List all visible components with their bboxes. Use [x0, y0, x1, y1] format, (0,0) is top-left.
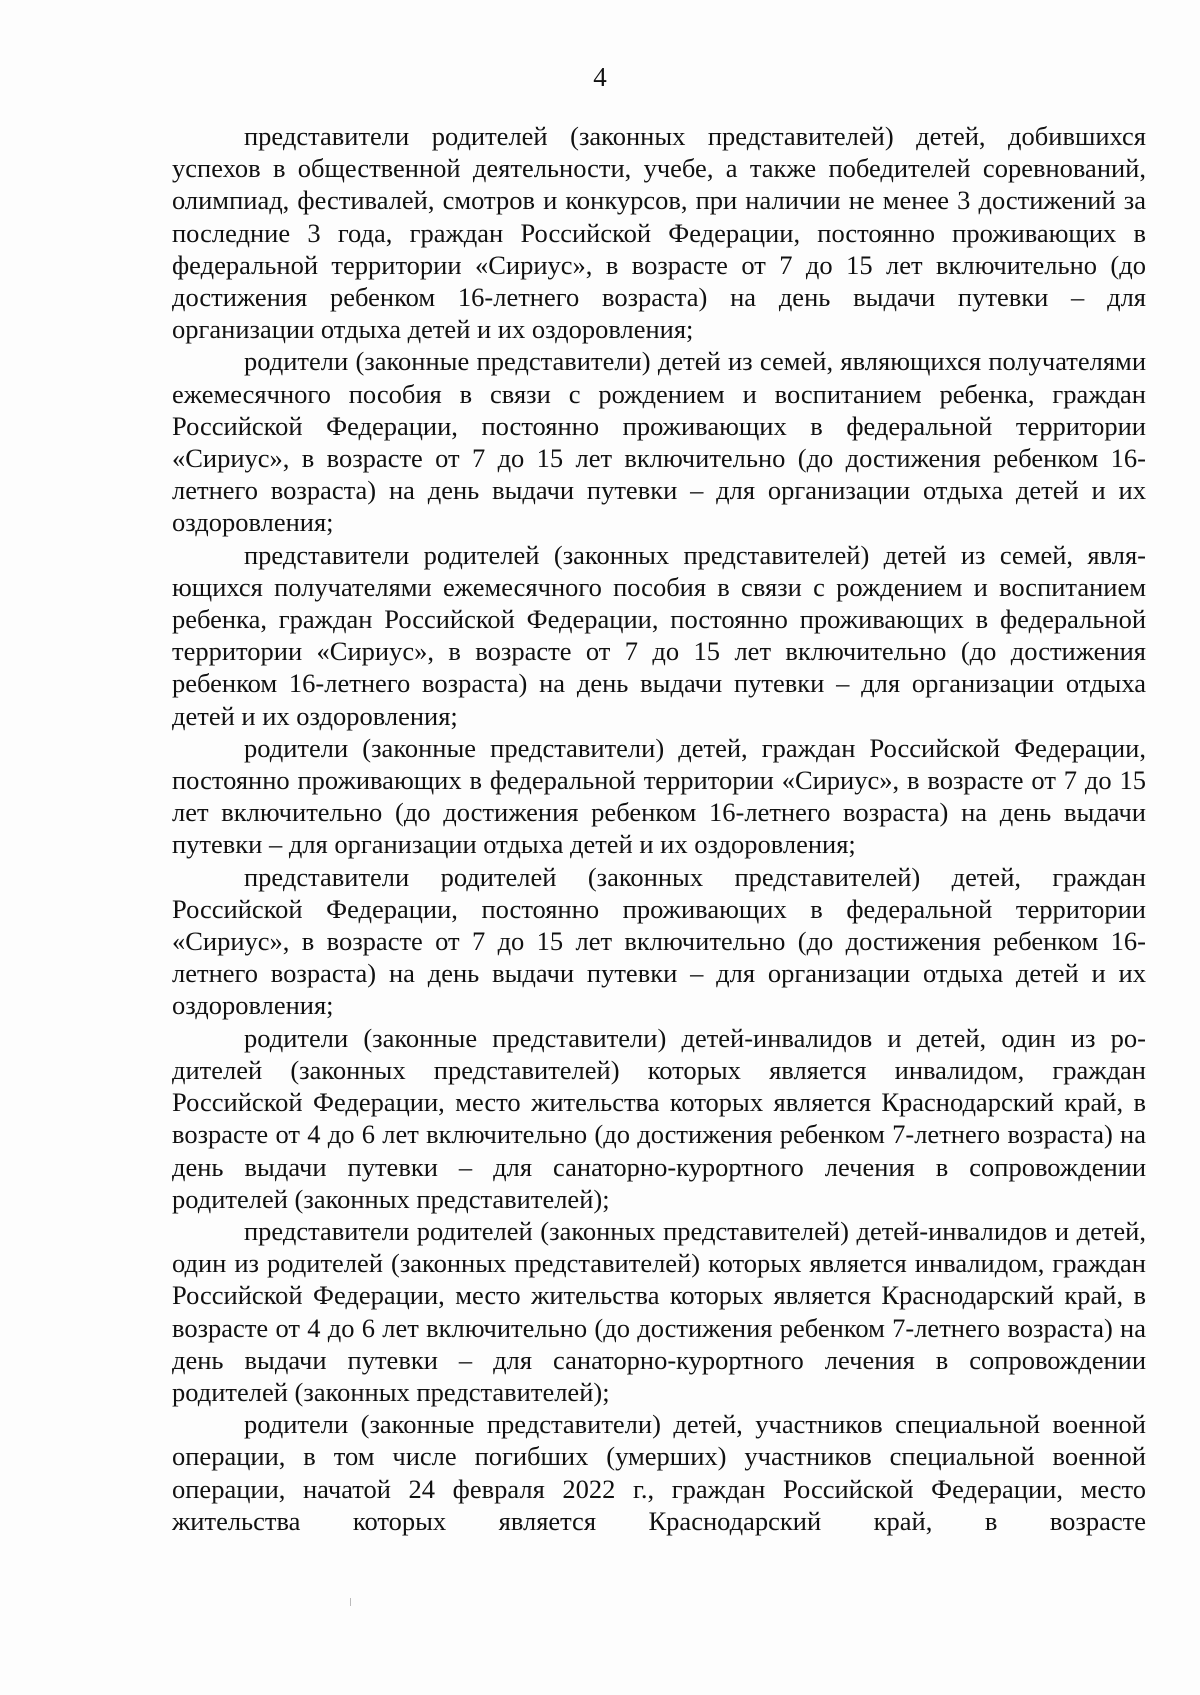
paragraph-parents-sirius: родители (законные представители) детей, граждан Российской Федерации, постоянно проживающих в федеральной территории «Сириус», в возрасте от 7 до 15 лет включительно (до достижения ребенком 16-летнего возраста) на день выдачи путевки – для организации отдыха детей и их оздоровления;	[172, 732, 1146, 860]
paragraph-representatives-sirius: представители родителей (законных представителей) детей, граждан Российской Федерации, постоянно проживающих в федеральной территории «Сириус», в возрасте от 7 до 15 лет включительно (до достижения ребенком 16-летнего возраста) на день выдачи путевки – для организации отдыха детей и их оздоровления;	[172, 861, 1146, 1021]
paragraph-representatives-disabled-children: представители родителей (законных представителей) детей-инвалидов и детей, один из родителей (законных представителей) которых является инвалидом, граждан Российской Федерации, место жительства которых является Краснодарский край, в возрасте от 4 до 6 лет включительно (до достижения ребенком 7-летнего возраста) на день выдачи путевки – для санаторно-курортного лечения в сопровождении родителей (законных представителей);	[172, 1215, 1146, 1407]
paragraph-representatives-achievements: представители родителей (законных представителей) детей, добившихся успехов в общественной деятельности, учебе, а также победителей соревнований, олимпиад, фестивалей, смотров и конкурсов, при наличии не менее 3 достижений за последние 3 года, граждан Российской Федерации, постоянно проживающих в федеральной территории «Сириус», в возрасте от 7 до 15 лет включительно (до достижения ребенком 16-летнего возраста) на день выдачи путевки – для организации отдыха детей и их оздоровления;	[172, 121, 1146, 345]
paragraph-representatives-allowance: представители родителей (законных представителей) детей из семей, являющихся получателями ежемесячного пособия в связи с рождением и воспитанием ребенка, граждан Российской Федерации, постоянно проживающих в федеральной территории «Сириус», в возрасте от 7 до 15 лет включительно (до достижения ребенком 16-летнего возраста) на день выдачи путевки – для организации отдыха детей и их оздоровления;	[172, 539, 1146, 731]
paragraph-parents-disabled-children: родители (законные представители) детей-инвалидов и детей, один из родителей (законных представителей) которых является инвалидом, граждан Российской Федерации, место жительства которых является Краснодарский край, в возрасте от 4 до 6 лет включительно (до достижения ребенком 7-летнего возраста) на день выдачи путевки – для санаторно-курортного лечения в сопровождении родителей (законных представителей);	[172, 1022, 1146, 1214]
page-number: 4	[593, 62, 607, 92]
scan-mark	[350, 1598, 351, 1606]
document-body	[172, 120, 1146, 1537]
paragraph-parents-svo-participants: родители (законные представители) детей, участников специальной военной операции, в том числе погибших (умерших) участников специальной военной операции, начатой 24 февраля 2022 г., граждан Российской Федерации, место жительства которых является Краснодарский край, в возрасте	[172, 1409, 1146, 1536]
paragraph-parents-allowance: родители (законные представители) детей из семей, являющихся получателями ежемесячного пособия в связи с рождением и воспитанием ребенка, граждан Российской Федерации, постоянно проживающих в федеральной территории «Сириус», в возрасте от 7 до 15 лет включительно (до достижения ребенком 16-летнего возраста) на день выдачи путевки – для организации отдыха детей и их оздоровления;	[172, 346, 1146, 538]
